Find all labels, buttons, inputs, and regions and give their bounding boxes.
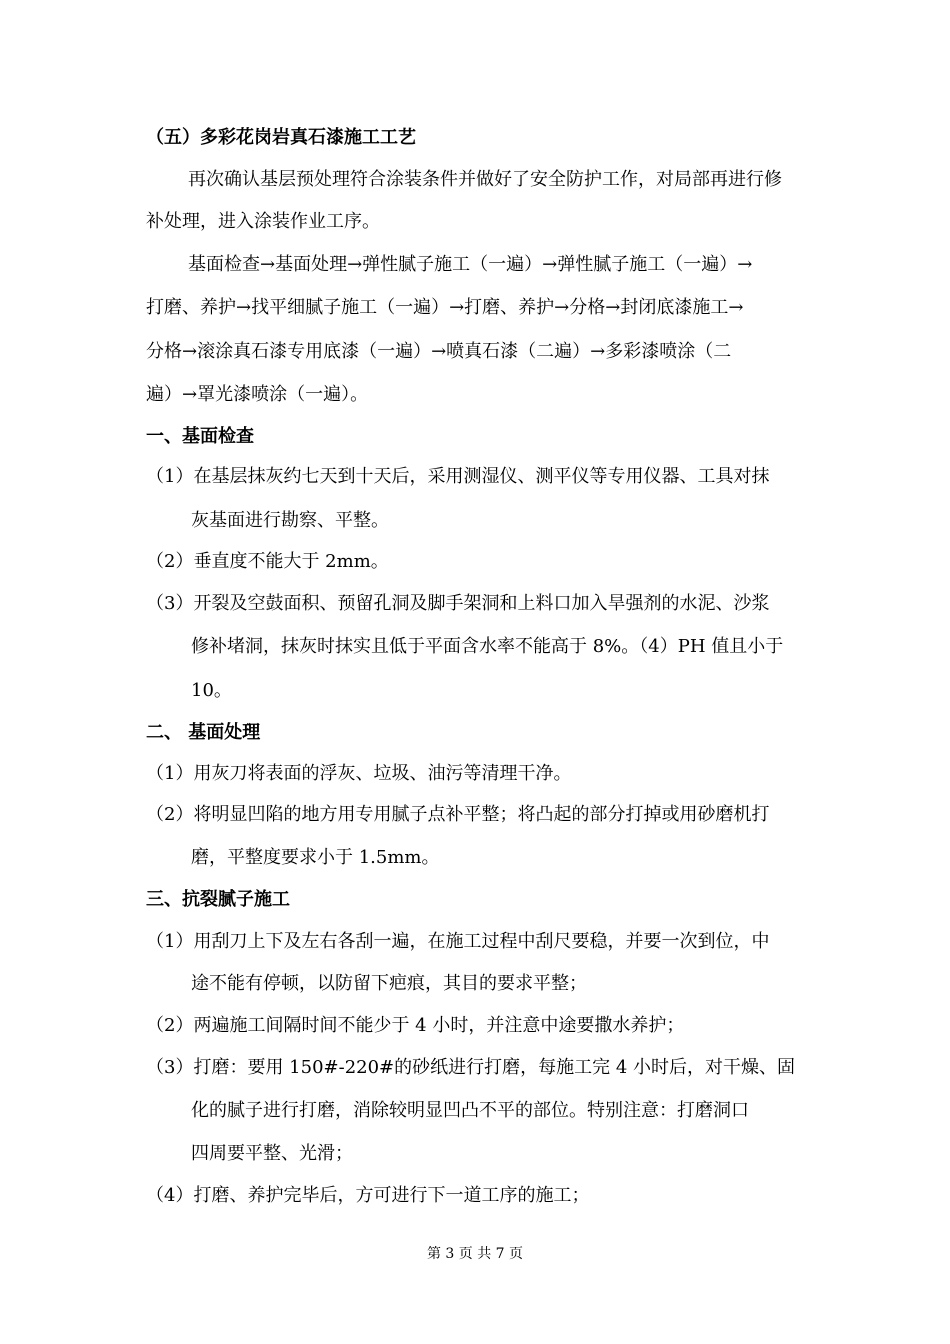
list-item: （2）两遍施工间隔时间不能少于 4 小时，并注意中途要撒水养护；: [146, 1015, 685, 1036]
heading-crack-resistant-putty: 三、抗裂腻子施工: [146, 889, 290, 910]
intro-paragraph-line: 再次确认基层预处理符合涂装条件并做好了安全防护工作，对局部再进行修: [188, 169, 782, 190]
process-flow-line: 遍）→罩光漆喷涂（一遍）。: [146, 384, 369, 405]
list-item-line: 修补堵洞，抹灰时抹实且低于平面含水率不能高于 8%。（4）PH 值且小于: [191, 636, 784, 657]
process-flow-line: 打磨、养护→找平细腻子施工（一遍）→打磨、养护→分格→封闭底漆施工→: [146, 297, 744, 318]
list-item-line: 10。: [191, 680, 232, 701]
list-item-line: 途不能有停顿，以防留下疤痕，其目的要求平整；: [191, 973, 587, 994]
intro-paragraph-line: 补处理，进入涂装作业工序。: [146, 211, 380, 232]
list-item-line: （3）打磨：要用 150#-220#的砂纸进行打磨，每施工完 4 小时后，对干燥、固: [146, 1057, 796, 1078]
page-number-footer: 第 3 页 共 7 页: [426, 1246, 524, 1262]
heading-base-treatment: 二、 基面处理: [146, 722, 261, 743]
list-item: （2）垂直度不能大于 2mm。: [146, 551, 389, 572]
list-item-line: （3）开裂及空鼓面积、预留孔洞及脚手架洞和上料口加入旱强剂的水泥、沙浆: [146, 593, 770, 614]
list-item-line: 灰基面进行勘察、平整。: [191, 510, 389, 531]
list-item-line: （1）用刮刀上下及左右各刮一遍，在施工过程中刮尺要稳，并要一次到位，中: [146, 931, 770, 952]
process-flow-line: 分格→滚涂真石漆专用底漆（一遍）→喷真石漆（二遍）→多彩漆喷涂（二: [146, 341, 732, 362]
list-item: （4）打磨、养护完毕后，方可进行下一道工序的施工；: [146, 1185, 590, 1206]
list-item-line: 磨，平整度要求小于 1.5mm。: [191, 847, 440, 868]
list-item-line: 四周要平整、光滑；: [191, 1143, 353, 1164]
list-item-line: （1）在基层抹灰约七天到十天后，采用测湿仪、测平仪等专用仪器、工具对抹: [146, 466, 770, 487]
list-item: （1）用灰刀将表面的浮灰、垃圾、油污等清理干净。: [146, 763, 572, 784]
process-flow-line: 基面检查→基面处理→弹性腻子施工（一遍）→弹性腻子施工（一遍）→: [188, 254, 753, 275]
heading-base-inspection: 一、基面检查: [146, 426, 254, 447]
list-item-line: （2）将明显凹陷的地方用专用腻子点补平整；将凸起的部分打掉或用砂磨机打: [146, 804, 770, 825]
list-item-line: 化的腻子进行打磨，消除较明显凹凸不平的部位。特别注意：打磨洞口: [191, 1100, 749, 1121]
section-title: （五）多彩花岗岩真石漆施工工艺: [146, 127, 416, 148]
